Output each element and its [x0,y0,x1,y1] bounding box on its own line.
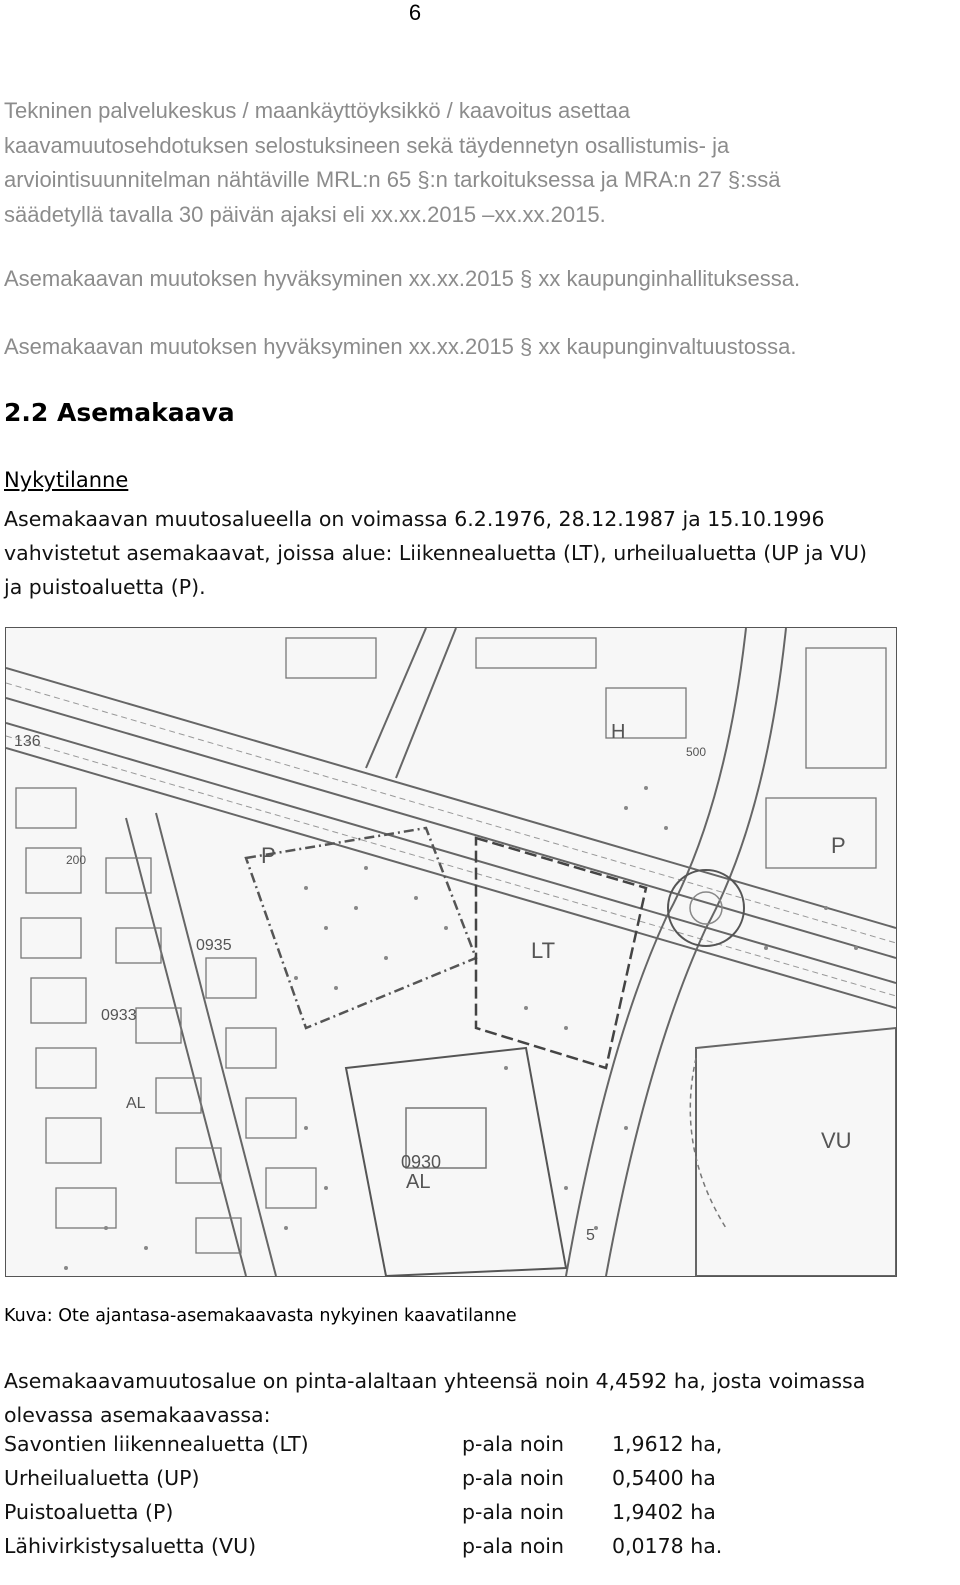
map-label-0935: 0935 [196,937,232,954]
map-label-vu: VU [821,1128,852,1153]
page-number: 6 [408,0,422,25]
area-label: p-ala noin [462,1534,564,1558]
area-summary-line: Asemakaavamuutosalue on pinta-alaltaan yhteensä noin 4,4592 ha, josta voimassa [4,1369,866,1393]
section-subheading: Nykytilanne [4,468,129,492]
area-label: p-ala noin [462,1432,564,1456]
map-caption: Kuva: Ote ajantasa-asemakaavasta nykyinen kaavatilanne [4,1306,517,1326]
zoning-map-image [5,627,897,1277]
map-label-p-right: P [831,833,846,858]
procedure-paragraph [4,94,954,232]
procedure-line: kaavamuutosehdotuksen selostuksineen sekä täydennetyn osallistumis- ja [4,132,730,158]
area-table [4,1432,722,1568]
area-name: Puistoaluetta (P) [4,1500,174,1524]
map-label-500: 500 [686,745,707,759]
map-label-al-2: AL [126,1095,146,1112]
area-row [4,1432,722,1466]
area-value: 1,9612 ha, [612,1432,723,1456]
map-label-lt: LT [531,938,556,963]
map-label-200: 200 [66,853,87,867]
current-status-line: vahvistetut asemakaavat, joissa alue: Liikennealuetta (LT), urheilualuetta (UP ja VU) [4,541,867,565]
section-heading: 2.2 Asemakaava [4,398,235,427]
procedure-line: säädetyllä tavalla 30 päivän ajaksi eli xx.xx.2015 –xx.xx.2015. [4,201,606,227]
map-label-0933: 0933 [101,1007,137,1024]
procedure-line: Tekninen palvelukeskus / maankäyttöyksikkö / kaavoitus asettaa [4,98,631,123]
area-value: 0,5400 ha [612,1466,716,1490]
area-row [4,1534,722,1568]
current-status-paragraph [4,502,959,604]
map-label-0930: 0930 [401,1152,442,1172]
approval-council-text: Asemakaavan muutoksen hyväksyminen xx.xx.2015 § xx kaupunginvaltuustossa. [4,334,797,359]
current-status-line: Asemakaavan muutosalueella on voimassa 6.2.1976, 28.12.1987 ja 15.10.1996 [4,507,825,531]
area-value: 1,9402 ha [612,1500,716,1524]
area-row [4,1466,722,1500]
map-label-h: H [611,721,626,743]
area-name: Savontien liikennealuetta (LT) [4,1432,309,1456]
zoning-map-drawing [6,628,896,1276]
area-name: Urheilualuetta (UP) [4,1466,200,1490]
approval-board-text: Asemakaavan muutoksen hyväksyminen xx.xx.2015 § xx kaupunginhallituksessa. [4,266,801,291]
procedure-line: arviointisuunnitelman nähtäville MRL:n 65 §:n tarkoituksessa ja MRA:n 27 §:ssä [4,167,781,192]
map-label-136: 136 [14,733,41,750]
current-status-line: ja puistoaluetta (P). [4,575,206,599]
area-row [4,1500,722,1534]
area-summary-paragraph [4,1364,959,1432]
area-label: p-ala noin [462,1466,564,1490]
map-label-5: 5 [586,1227,595,1244]
map-label-p-left: P [261,843,276,868]
area-name: Lähivirkistysaluetta (VU) [4,1534,257,1558]
area-value: 0,0178 ha. [612,1534,723,1558]
area-label: p-ala noin [462,1500,564,1524]
map-label-al: AL [406,1171,431,1193]
area-summary-line: olevassa asemakaavassa: [4,1403,271,1427]
